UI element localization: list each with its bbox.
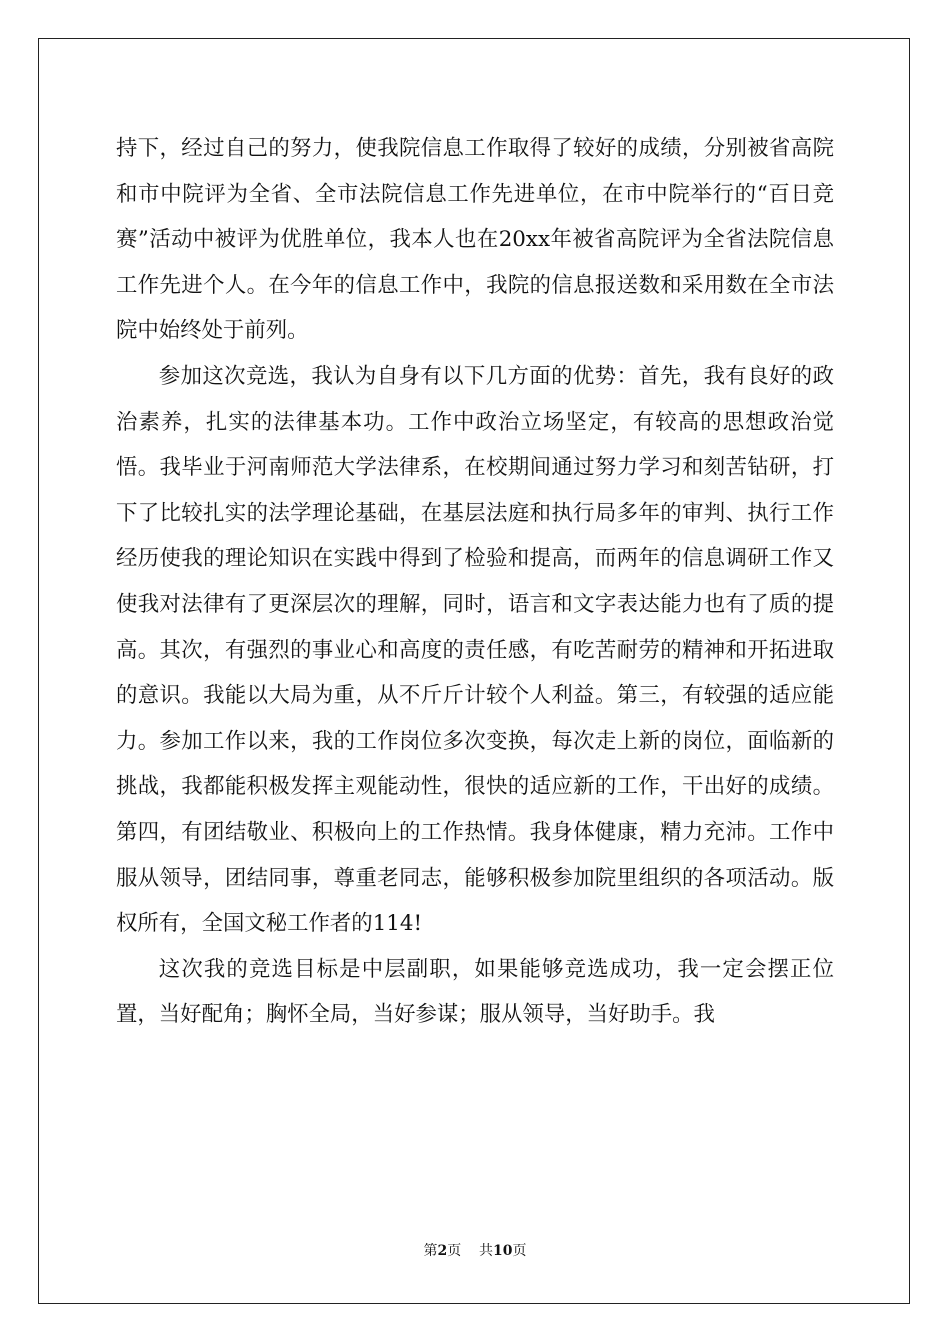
footer-total-prefix: 共 — [479, 1243, 494, 1259]
paragraph-3: 这次我的竞选目标是中层副职，如果能够竞选成功，我一定会摆正位置，当好配角；胸怀全局，当好参谋；服从领导，当好助手。我 — [116, 956, 834, 1028]
footer-total-unit: 页 — [512, 1243, 527, 1259]
paragraph-2: 参加这次竞选，我认为自身有以下几方面的优势：首先，我有良好的政治素养，扎实的法律基本功。工作中政治立场坚定，有较高的思想政治觉悟。我毕业于河南师范大学法律系，在校期间通过努力学习和刻苦钻研，打下了比较扎实的法学理论基础，在基层法庭和执行局多年的审判、执行工作经历使我的理论知识在实践中得到了检验和提高，而两年的信息调研工作又使我对法律有了更深层次的理解，同时，语言和文字表达能力也有了质的提高。其次，有强烈的事业心和高度的责任感，有吃苦耐劳的精神和开拓进取的意识。我能以大局为重，从不斤斤计较个人利益。第三，有较强的适应能力。参加工作以来，我的工作岗位多次变换，每次走上新的岗位，面临新的挑战，我都能积极发挥主观能动性，很快的适应新的工作，干出好的成绩。第四，有团结敬业、积极向上的工作热情。我身体健康，精力充沛。工作中服从领导，团结同事，尊重老同志，能够积极参加院里组织的各项活动。版权所有，全国文秘工作者的114! — [116, 363, 834, 937]
footer-current-page: 2 — [437, 1243, 448, 1259]
footer-total-pages: 10 — [493, 1243, 513, 1259]
footer-prefix: 第 — [423, 1243, 438, 1259]
paragraph-1: 持下，经过自己的努力，使我院信息工作取得了较好的成绩，分别被省高院和市中院评为全省、全市法院信息工作先进单位，在市中院举行的“百日竞赛”活动中被评为优胜单位，我本人也在20xx年被省高院评为全省法院信息工作先进个人。在今年的信息工作中，我院的信息报送数和采用数在全市法院中始终处于前列。 — [116, 136, 834, 344]
page-footer — [0, 1240, 950, 1260]
footer-page-unit: 页 — [447, 1243, 462, 1259]
document-body — [116, 126, 834, 1038]
